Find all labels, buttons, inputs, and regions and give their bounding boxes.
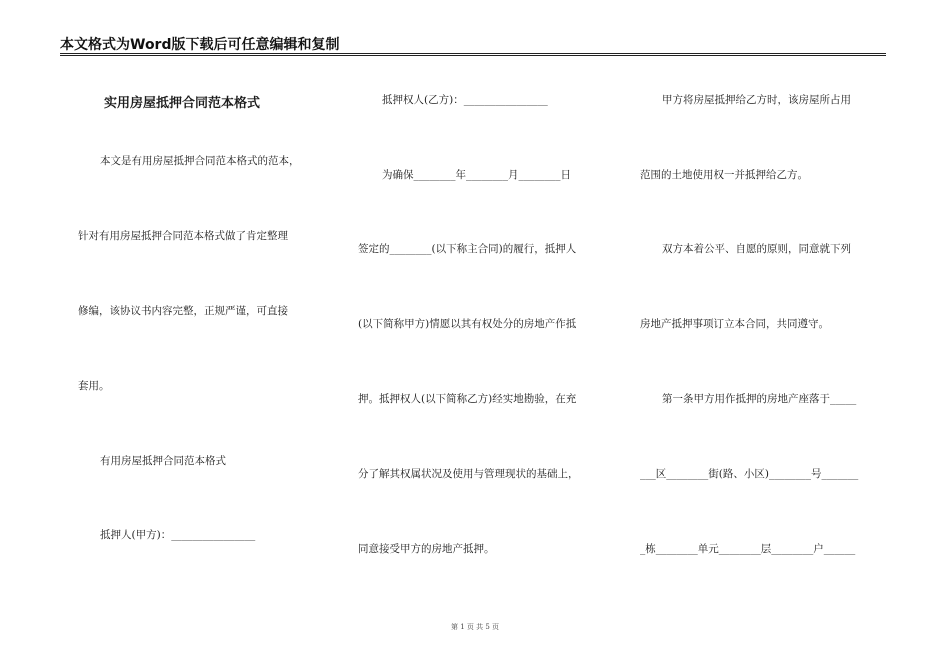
text-line: 本文是有用房屋抵押合同范本格式的范本， <box>100 155 300 167</box>
text-line: 房地产抵押事项订立本合同，共同遵守。 <box>640 318 829 330</box>
text-line: 有用房屋抵押合同范本格式 <box>100 455 226 467</box>
text-line: 甲方将房屋抵押给乙方时，该房屋所占用 <box>662 94 851 106</box>
text-line: 签定的________(以下称主合同)的履行，抵押人 <box>358 243 577 255</box>
text-line: 为确保________年________月________日 <box>382 169 571 181</box>
text-line: _栋________单元________层________户______ <box>640 543 856 555</box>
text-line: ___区________街(路、小区)________号_______ <box>640 468 859 480</box>
text-line: (以下简称甲方)情愿以其有权处分的房地产作抵 <box>358 318 577 330</box>
text-line: 押。抵押权人(以下简称乙方)经实地勘验，在充 <box>358 393 577 405</box>
text-line: 分了解其权属状况及使用与管理现状的基础上， <box>358 468 579 480</box>
text-line: 修编，该协议书内容完整，正规严谨，可直接 <box>78 305 288 317</box>
text-line: 套用。 <box>78 380 110 392</box>
text-line: 双方本着公平、自愿的原则，同意就下列 <box>662 243 851 255</box>
text-line: 针对有用房屋抵押合同范本格式做了肯定整理 <box>78 230 288 242</box>
header-rule-bottom <box>60 55 886 56</box>
page-number: 第 1 页 共 5 页 <box>450 623 500 631</box>
text-line: 抵押权人(乙方)：________________ <box>382 94 548 106</box>
text-line: 同意接受甲方的房地产抵押。 <box>358 543 495 555</box>
text-line: 抵押人(甲方)：________________ <box>100 529 256 541</box>
document-header: 本文格式为Word版下载后可任意编辑和复制 <box>60 37 340 53</box>
text-line: 第一条甲方用作抵押的房地产座落于_____ <box>662 393 857 405</box>
document-title: 实用房屋抵押合同范本格式 <box>104 96 261 111</box>
text-line: 范围的土地使用权一并抵押给乙方。 <box>640 169 808 181</box>
header-rule-top <box>60 53 886 54</box>
